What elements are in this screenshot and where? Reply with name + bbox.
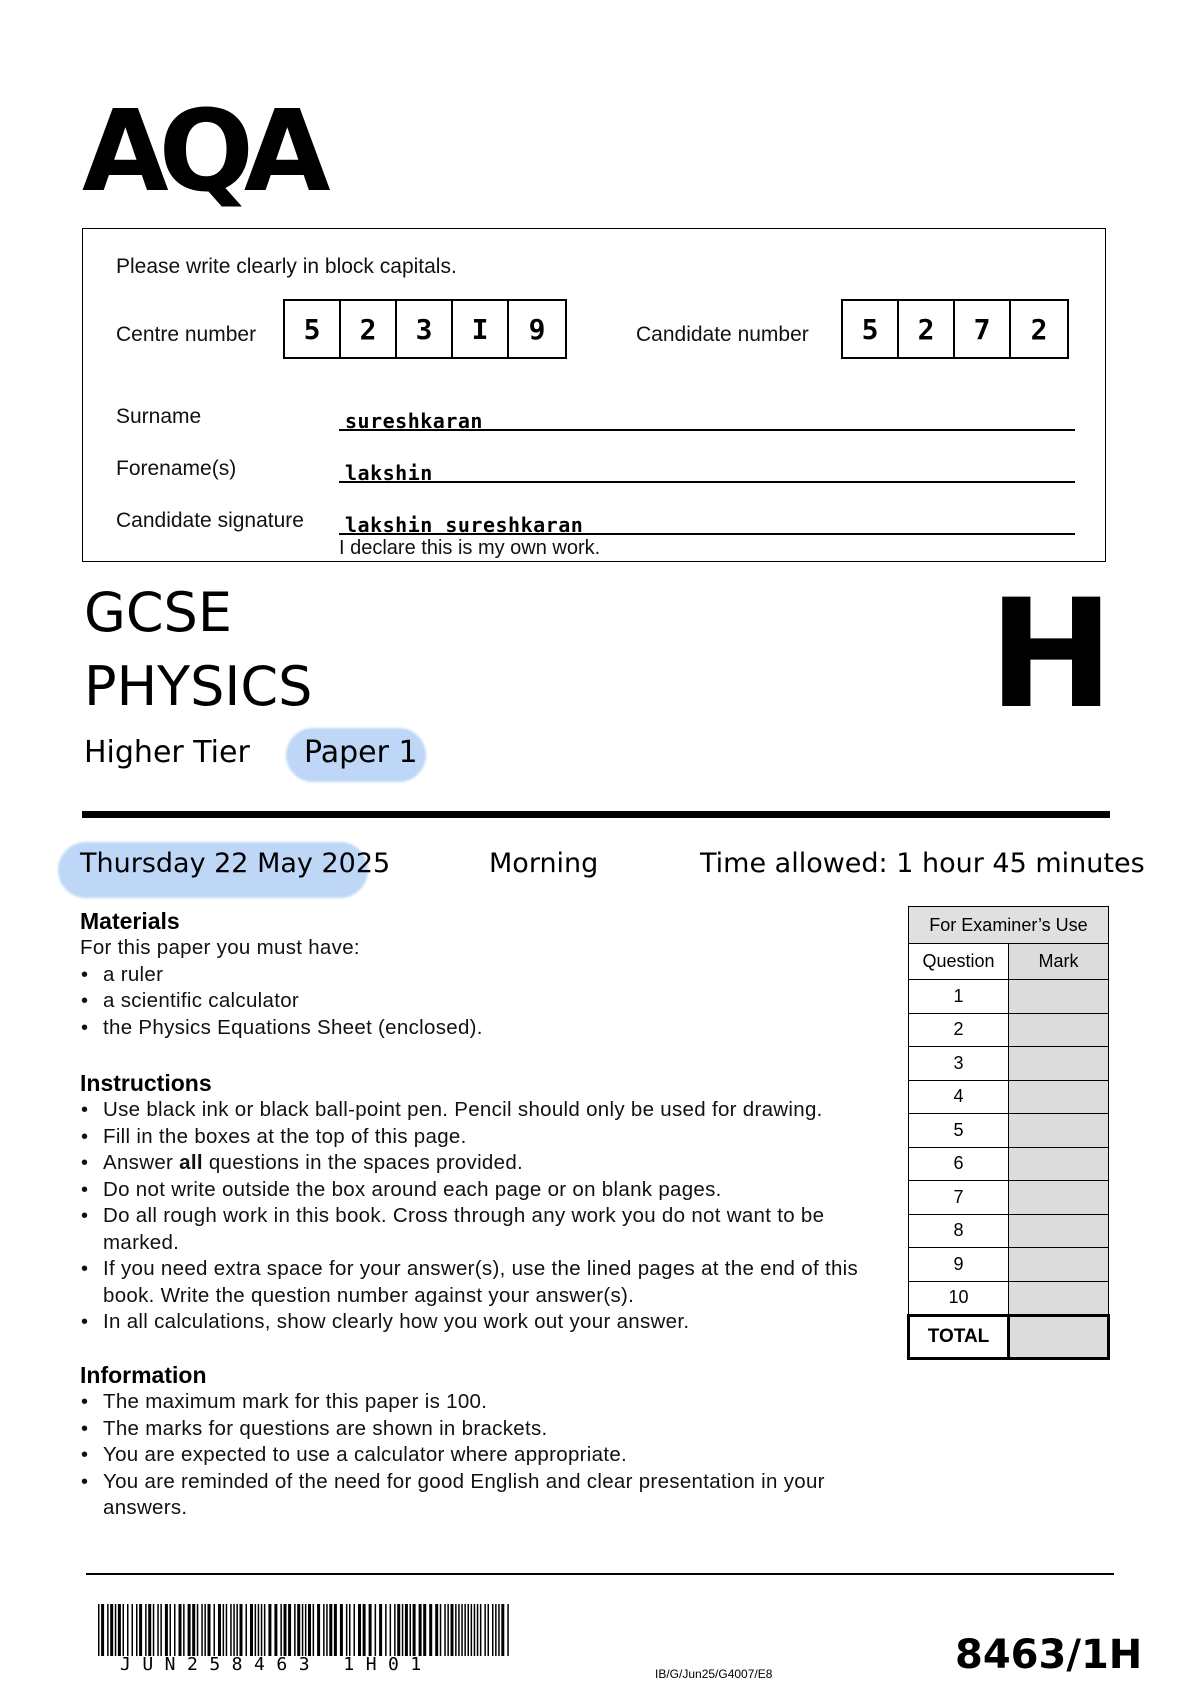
barcode-bar xyxy=(288,1604,291,1656)
table-row xyxy=(909,980,1109,1014)
barcode-bar xyxy=(188,1604,191,1656)
barcode-bar xyxy=(136,1604,138,1656)
barcode-bar xyxy=(110,1604,113,1656)
barcode-bar xyxy=(157,1604,159,1656)
list-item: • In all calculations, show clearly how you work out your answer. xyxy=(103,1309,893,1336)
instructions-heading: Instructions xyxy=(80,1070,212,1096)
barcode-bar xyxy=(444,1604,446,1656)
barcode-bar xyxy=(258,1604,260,1656)
barcode-bar xyxy=(340,1604,343,1656)
centre-digit[interactable]: 3 xyxy=(397,301,453,357)
barcode-bar xyxy=(268,1604,271,1656)
barcode-bar xyxy=(204,1604,206,1656)
exam-session: Morning xyxy=(489,848,599,879)
candidate-digit[interactable]: 7 xyxy=(955,301,1011,357)
tier-label: Higher Tier xyxy=(84,735,250,770)
barcode-bar xyxy=(153,1604,155,1656)
barcode-bar xyxy=(214,1604,216,1656)
barcode-bar xyxy=(429,1604,432,1656)
question-number: 10 xyxy=(909,1281,1009,1316)
forename-label: Forename(s) xyxy=(116,457,237,480)
barcode-bar xyxy=(197,1604,199,1656)
barcode-bar xyxy=(255,1604,257,1656)
question-number: 8 xyxy=(909,1214,1009,1248)
barcode-bar xyxy=(297,1604,300,1656)
question-number: 5 xyxy=(909,1114,1009,1148)
question-number: 2 xyxy=(909,1013,1009,1047)
barcode-bar xyxy=(501,1604,504,1656)
barcode-bar xyxy=(474,1604,476,1656)
barcode-bar xyxy=(118,1604,121,1656)
subject-title: PHYSICS xyxy=(84,655,313,718)
barcode-bar xyxy=(358,1604,361,1656)
emphasis-text: all xyxy=(179,1151,203,1174)
barcode-bar xyxy=(507,1604,509,1656)
materials-list xyxy=(80,962,880,1042)
surname-field[interactable]: sureshkaran xyxy=(345,409,483,433)
mark-column-header: Mark xyxy=(1009,944,1109,980)
information-heading: Information xyxy=(80,1362,207,1388)
question-column-header: Question xyxy=(909,944,1009,980)
barcode-bar xyxy=(379,1604,382,1656)
mark-cell[interactable] xyxy=(1009,1214,1109,1248)
total-row xyxy=(909,1316,1109,1359)
candidate-details-box xyxy=(82,228,1106,562)
barcode-bar xyxy=(363,1604,366,1656)
mark-cell[interactable] xyxy=(1009,1248,1109,1282)
list-item: • Do not write outside the box around each page or on blank pages. xyxy=(103,1177,893,1204)
barcode-bar xyxy=(323,1604,325,1656)
barcode-bar xyxy=(394,1604,396,1656)
barcode-bar xyxy=(488,1604,490,1656)
barcode-bar xyxy=(201,1604,203,1656)
barcode-bar xyxy=(230,1604,232,1656)
table-row xyxy=(909,1047,1109,1081)
barcode-bar xyxy=(464,1604,466,1656)
barcode-bar xyxy=(313,1604,315,1656)
mark-cell[interactable] xyxy=(1009,1013,1109,1047)
barcode-bar xyxy=(461,1604,463,1656)
list-item: • If you need extra space for your answer(s), use the lined pages at the end of this book. Write the question number against your answer(s). xyxy=(103,1256,883,1309)
barcode-bar xyxy=(240,1604,243,1656)
list-item xyxy=(103,1150,893,1177)
barcode-bar xyxy=(349,1604,351,1656)
barcode-bar xyxy=(423,1604,426,1656)
barcode-bar xyxy=(458,1604,460,1656)
table-row xyxy=(909,1214,1109,1248)
forename-line xyxy=(339,481,1075,483)
barcode-bar xyxy=(233,1604,235,1656)
barcode-bar xyxy=(329,1604,332,1656)
table-row xyxy=(909,1147,1109,1181)
question-number: 3 xyxy=(909,1047,1009,1081)
declaration-text: I declare this is my own work. xyxy=(339,537,601,559)
barcode-bar xyxy=(385,1604,387,1656)
barcode-bar xyxy=(115,1604,117,1656)
table-row xyxy=(909,1013,1109,1047)
mark-cell[interactable] xyxy=(1009,1080,1109,1114)
materials-heading: Materials xyxy=(80,908,180,934)
surname-label: Surname xyxy=(116,405,202,428)
table-row xyxy=(909,1114,1109,1148)
barcode-bar xyxy=(302,1604,304,1656)
document-reference: IB/G/Jun25/G4007/E8 xyxy=(655,1667,773,1681)
centre-digit[interactable]: 2 xyxy=(341,301,397,357)
total-label: TOTAL xyxy=(909,1316,1009,1359)
barcode-bar xyxy=(174,1604,176,1656)
footer-rule xyxy=(86,1573,1114,1575)
exam-date: Thursday 22 May 2025 xyxy=(80,848,391,879)
list-item: • Fill in the boxes at the top of this page. xyxy=(103,1124,893,1151)
barcode-bar xyxy=(435,1604,438,1656)
time-allowed: Time allowed: 1 hour 45 minutes xyxy=(700,848,1145,879)
barcode-bar xyxy=(397,1604,400,1656)
barcode-bar xyxy=(179,1604,182,1656)
mark-cell[interactable] xyxy=(1009,980,1109,1014)
centre-digit[interactable]: 9 xyxy=(528,312,546,346)
list-item: • The maximum mark for this paper is 100. xyxy=(103,1389,863,1416)
candidate-number-boxes[interactable] xyxy=(841,299,1069,359)
tier-mark: H xyxy=(988,568,1114,742)
barcode-bar xyxy=(495,1604,497,1656)
barcode-bar xyxy=(419,1604,422,1656)
barcode-bar xyxy=(471,1604,473,1656)
table-row xyxy=(909,1248,1109,1282)
barcode-bar xyxy=(101,1604,104,1656)
barcode-bar xyxy=(145,1604,147,1656)
mark-cell[interactable] xyxy=(1009,1047,1109,1081)
list-item: • You are reminded of the need for good English and clear presentation in your answers. xyxy=(103,1469,863,1522)
table-row xyxy=(909,1281,1109,1316)
materials-section xyxy=(80,908,880,1041)
barcode-bar xyxy=(455,1604,457,1656)
barcode-bar xyxy=(317,1604,320,1656)
centre-number-boxes[interactable] xyxy=(283,299,567,359)
barcode-bar xyxy=(139,1604,142,1656)
table-row xyxy=(909,1080,1109,1114)
barcode-bar xyxy=(447,1604,449,1656)
barcode xyxy=(98,1604,518,1656)
barcode-bar xyxy=(107,1604,109,1656)
barcode-bar xyxy=(402,1604,404,1656)
barcode-bar xyxy=(480,1604,482,1656)
title-rule xyxy=(82,811,1110,818)
surname-line xyxy=(339,429,1075,431)
barcode-bar xyxy=(132,1604,134,1656)
barcode-bar xyxy=(264,1604,266,1656)
question-number: 4 xyxy=(909,1080,1009,1114)
barcode-bar xyxy=(294,1604,296,1656)
barcode-bar xyxy=(492,1604,494,1656)
barcode-bar xyxy=(208,1604,211,1656)
barcode-bar xyxy=(477,1604,479,1656)
question-number: 1 xyxy=(909,980,1009,1014)
text-run: Answer xyxy=(103,1151,180,1174)
barcode-bar xyxy=(369,1604,372,1656)
examiner-table-title: For Examiner’s Use xyxy=(909,907,1109,944)
list-item: • the Physics Equations Sheet (enclosed). xyxy=(103,1015,880,1042)
examiner-use-table xyxy=(907,906,1110,1360)
barcode-bar xyxy=(274,1604,277,1656)
list-item: • Use black ink or black ball-point pen. Pencil should only be used for drawing. xyxy=(103,1097,893,1124)
signature-field[interactable]: lakshin sureshkaran xyxy=(345,513,584,537)
list-item: • You are expected to use a calculator where appropriate. xyxy=(103,1442,863,1469)
mark-cell[interactable] xyxy=(1009,1281,1109,1316)
candidate-digit[interactable]: 5 xyxy=(843,301,899,357)
list-item: • The marks for questions are shown in brackets. xyxy=(103,1416,863,1443)
question-number: 6 xyxy=(909,1147,1009,1181)
centre-digit[interactable]: 5 xyxy=(285,301,341,357)
signature-label: Candidate signature xyxy=(116,509,304,532)
mark-cell[interactable] xyxy=(1009,1114,1109,1148)
centre-number-label: Centre number xyxy=(116,323,257,346)
list-item: • a ruler xyxy=(103,962,880,989)
barcode-bar xyxy=(354,1604,356,1656)
barcode-bar xyxy=(284,1604,287,1656)
barcode-bar xyxy=(375,1604,377,1656)
barcode-bar xyxy=(148,1604,151,1656)
barcode-bar xyxy=(127,1604,129,1656)
barcode-bar xyxy=(98,1604,100,1656)
barcode-bar xyxy=(410,1604,412,1656)
paper-code: 8463/1H xyxy=(955,1632,1143,1678)
barcode-bar xyxy=(170,1604,172,1656)
barcode-bar xyxy=(218,1604,221,1656)
paper-label: Paper 1 xyxy=(304,735,418,770)
barcode-bar xyxy=(165,1604,168,1656)
barcode-bar xyxy=(451,1604,454,1656)
candidate-digit[interactable]: 2 xyxy=(1030,312,1048,346)
materials-intro: For this paper you must have: xyxy=(80,936,360,959)
barcode-bar xyxy=(390,1604,392,1656)
barcode-bar xyxy=(223,1604,225,1656)
barcode-bar xyxy=(326,1604,328,1656)
list-item: • a scientific calculator xyxy=(103,988,880,1015)
question-number: 7 xyxy=(909,1181,1009,1215)
barcode-bar xyxy=(261,1604,263,1656)
candidate-digit[interactable]: 2 xyxy=(899,301,955,357)
information-list xyxy=(80,1389,863,1522)
information-section xyxy=(80,1362,880,1522)
barcode-text: JUN258463 1H01 xyxy=(120,1654,433,1675)
mark-cell[interactable] xyxy=(1009,1147,1109,1181)
mark-cell[interactable] xyxy=(1009,1181,1109,1215)
instructions-list xyxy=(80,1097,893,1336)
barcode-bar xyxy=(280,1604,282,1656)
barcode-bar xyxy=(305,1604,307,1656)
barcode-bar xyxy=(498,1604,500,1656)
forename-field[interactable]: lakshin xyxy=(345,461,433,485)
barcode-bar xyxy=(308,1604,311,1656)
barcode-bar xyxy=(468,1604,470,1656)
list-item: • Do all rough work in this book. Cross through any work you do not want to be marked. xyxy=(103,1203,863,1256)
text-run: questions in the spaces provided. xyxy=(202,1151,524,1174)
question-number: 9 xyxy=(909,1248,1009,1282)
barcode-bar xyxy=(250,1604,253,1656)
barcode-bar xyxy=(440,1604,442,1656)
barcode-bar xyxy=(346,1604,348,1656)
barcode-bar xyxy=(246,1604,248,1656)
barcode-bar xyxy=(484,1604,486,1656)
barcode-bar xyxy=(226,1604,228,1656)
barcode-bar xyxy=(334,1604,337,1656)
barcode-bar xyxy=(413,1604,416,1656)
aqa-logo: AQA xyxy=(82,87,321,217)
table-row xyxy=(909,1181,1109,1215)
block-capitals-instruction: Please write clearly in block capitals. xyxy=(116,255,457,278)
barcode-bar xyxy=(160,1604,162,1656)
total-mark-cell[interactable] xyxy=(1009,1316,1109,1359)
candidate-number-label: Candidate number xyxy=(636,323,809,346)
centre-digit[interactable]: I xyxy=(453,301,509,357)
barcode-bar xyxy=(123,1604,125,1656)
barcode-bar xyxy=(236,1604,238,1656)
barcode-bar xyxy=(405,1604,408,1656)
barcode-bar xyxy=(183,1604,185,1656)
barcode-bar xyxy=(192,1604,195,1656)
signature-line xyxy=(339,533,1075,535)
qualification-title: GCSE xyxy=(84,581,232,644)
instructions-section xyxy=(80,1070,880,1336)
